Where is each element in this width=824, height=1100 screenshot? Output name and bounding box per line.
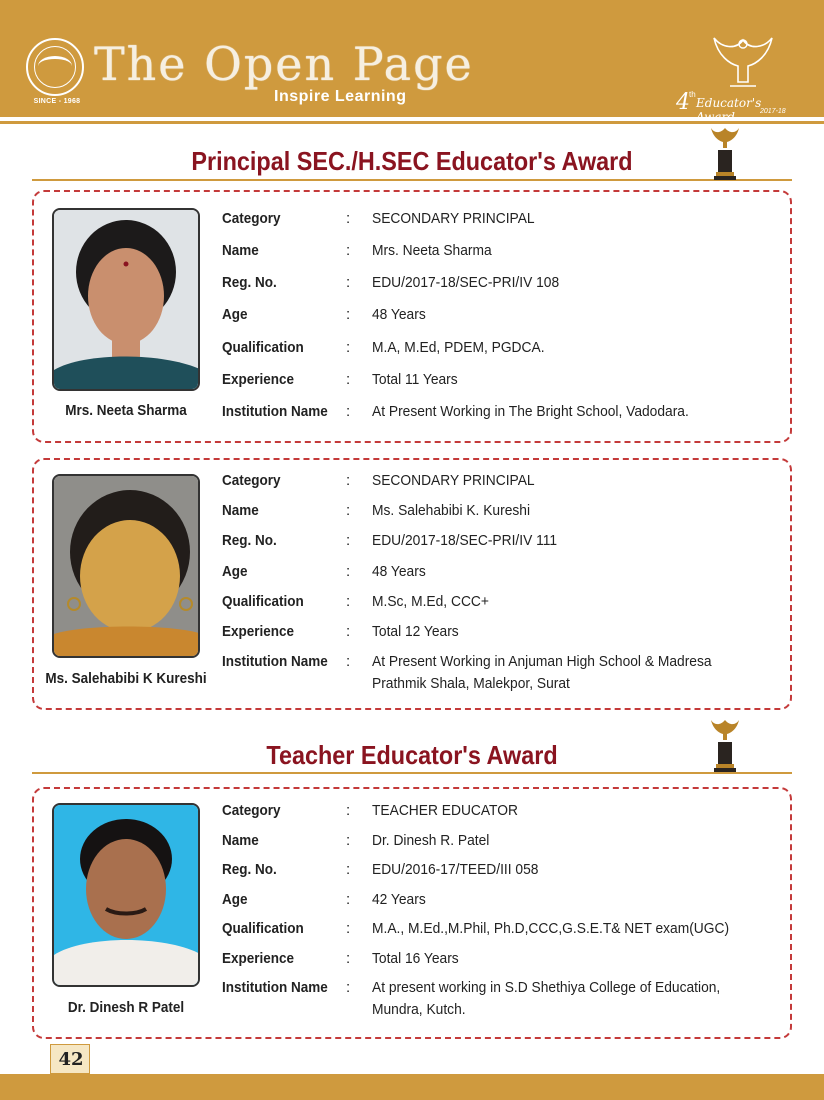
field-value: EDU/2017-18/SEC-PRI/IV 111 (372, 532, 558, 549)
field-colon: : (346, 403, 351, 420)
field-colon: : (346, 502, 351, 519)
field-colon: : (346, 832, 351, 849)
field-value: 42 Years (372, 891, 426, 908)
portrait-image (54, 210, 200, 391)
trophy-icon (708, 716, 742, 774)
brand-title: The Open Page (94, 37, 474, 91)
awardee-photo (52, 208, 200, 391)
field-label: Reg. No. (222, 274, 277, 291)
field-value: M.A, M.Ed, PDEM, PGDCA. (372, 339, 545, 356)
field-colon: : (346, 306, 351, 323)
field-value: 48 Years (372, 306, 426, 323)
field-value: Total 12 Years (372, 623, 459, 640)
portrait-image (54, 805, 200, 987)
field-label: Experience (222, 950, 295, 967)
trophy-icon (708, 124, 742, 182)
awardee-photo-caption: Dr. Dinesh R Patel (67, 999, 185, 1016)
logo-emblem-icon (26, 38, 84, 96)
awardee-photo (52, 803, 200, 987)
field-colon: : (346, 593, 351, 610)
section-title-principal: Principal SEC./H.SEC Educator's Award (191, 146, 633, 176)
field-label: Age (222, 563, 248, 580)
field-colon: : (346, 371, 351, 388)
awardee-photo (52, 474, 200, 658)
award-number: 4 (676, 90, 690, 115)
awardee-photo-caption: Mrs. Neeta Sharma (65, 402, 187, 419)
field-label: Institution Name (222, 403, 328, 420)
awardee-card (32, 458, 792, 710)
field-label: Age (222, 306, 248, 323)
section-rule (32, 179, 792, 181)
field-label: Reg. No. (222, 861, 277, 878)
field-value: At Present Working in The Bright School, Vadodara. (372, 403, 689, 420)
field-colon: : (346, 920, 351, 937)
awardee-photo-caption: Ms. Salehabibi K Kureshi (45, 670, 207, 687)
field-colon: : (346, 950, 351, 967)
field-label: Institution Name (222, 653, 328, 670)
field-value: SECONDARY PRINCIPAL (372, 210, 535, 227)
field-label: Qualification (222, 593, 304, 610)
field-value: Dr. Dinesh R. Patel (372, 832, 490, 849)
field-value: EDU/2016-17/TEED/III 058 (372, 861, 539, 878)
field-value: SECONDARY PRINCIPAL (372, 472, 535, 489)
award-suffix: th (689, 90, 696, 99)
field-value: Ms. Salehabibi K. Kureshi (372, 502, 531, 519)
field-colon: : (346, 532, 351, 549)
field-label: Name (222, 502, 259, 519)
field-value: Mrs. Neeta Sharma (372, 242, 492, 259)
awardee-card (32, 190, 792, 443)
field-label: Category (222, 802, 281, 819)
field-colon: : (346, 242, 351, 259)
field-colon: : (346, 623, 351, 640)
field-value: At Present Working in Anjuman High School & Madresa Prathmik Shala, Malekpor, Surat (372, 653, 712, 692)
award-eagle-icon (708, 30, 778, 92)
page-number-box (50, 1044, 90, 1074)
brand-tagline: Inspire Learning (274, 88, 407, 105)
field-label: Institution Name (222, 979, 328, 996)
field-label: Category (222, 210, 281, 227)
section-title-teacher: Teacher Educator's Award (266, 740, 558, 770)
field-value: Total 11 Years (372, 371, 458, 388)
field-value: 48 Years (372, 563, 426, 580)
field-label: Experience (222, 623, 295, 640)
award-badge (676, 90, 800, 124)
award-year: 2017-18 (760, 108, 786, 115)
field-value: Total 16 Years (372, 950, 459, 967)
field-label: Qualification (222, 339, 304, 356)
field-value: EDU/2017-18/SEC-PRI/IV 108 (372, 274, 560, 291)
field-label: Qualification (222, 920, 304, 937)
field-colon: : (346, 274, 351, 291)
field-colon: : (346, 861, 351, 878)
field-colon: : (346, 210, 351, 227)
field-colon: : (346, 891, 351, 908)
field-colon: : (346, 563, 351, 580)
page-number: 42 (58, 1049, 84, 1070)
field-value: At present working in S.D Shethiya College of Education, Mundra, Kutch. (372, 979, 721, 1018)
portrait-image (54, 476, 200, 658)
since-label: SINCE - 1968 (33, 98, 81, 105)
field-label: Experience (222, 371, 295, 388)
field-label: Reg. No. (222, 532, 277, 549)
field-value: M.A., M.Ed.,M.Phil, Ph.D,CCC,G.S.E.T& NET exam(UGC) (372, 920, 730, 937)
field-colon: : (346, 802, 351, 819)
field-value: TEACHER EDUCATOR (372, 802, 518, 819)
field-colon: : (346, 339, 351, 356)
field-label: Name (222, 242, 259, 259)
field-label: Name (222, 832, 259, 849)
field-colon: : (346, 979, 351, 996)
field-label: Age (222, 891, 248, 908)
section-rule (32, 772, 792, 774)
field-colon: : (346, 472, 351, 489)
awardee-card (32, 787, 792, 1039)
award-label: Educator's Award (696, 96, 762, 124)
logo-wave-icon (38, 56, 72, 76)
field-value: M.Sc, M.Ed, CCC+ (372, 593, 489, 610)
footer-band (0, 1074, 824, 1100)
field-colon: : (346, 653, 351, 670)
field-label: Category (222, 472, 281, 489)
